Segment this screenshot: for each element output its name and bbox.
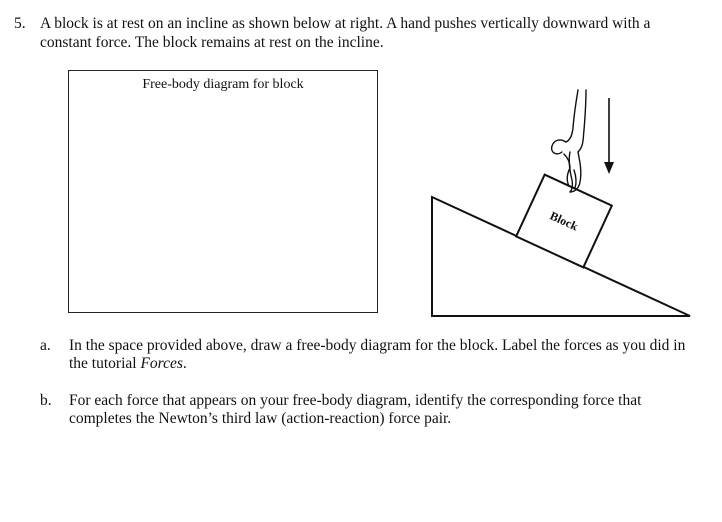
problem-text: A block is at rest on an incline as shown below at right. A hand pushes vertically downward with a constant force. The block remains at rest on the incline. — [40, 15, 651, 51]
part-a-text-before: In the space provided above, draw a free-body diagram for the block. Label the forces as you did in the tutorial — [69, 337, 686, 372]
question-part-a — [40, 337, 700, 373]
part-b-text: For each force that appears on your free-body diagram, identify the corresponding force that completes the Newton’s third law (action-reaction) force pair. — [69, 392, 642, 427]
incline-diagram — [420, 80, 700, 325]
part-a-text-after: . — [182, 355, 187, 372]
problem-number: 5. — [14, 15, 26, 32]
free-body-diagram-title: Free-body diagram for block — [142, 77, 304, 92]
part-a-letter: a. — [40, 337, 51, 354]
part-b-letter: b. — [40, 392, 52, 409]
force-arrow-head — [604, 162, 614, 174]
block — [516, 175, 612, 268]
question-part-b — [40, 392, 700, 428]
part-a-emphasis: Forces — [140, 355, 183, 372]
problem-statement — [14, 14, 704, 52]
free-body-diagram-box[interactable] — [68, 70, 378, 313]
hand-icon — [552, 90, 586, 192]
part-a-text — [69, 337, 700, 373]
incline-figure — [420, 80, 700, 325]
block-label: Block — [547, 208, 581, 234]
